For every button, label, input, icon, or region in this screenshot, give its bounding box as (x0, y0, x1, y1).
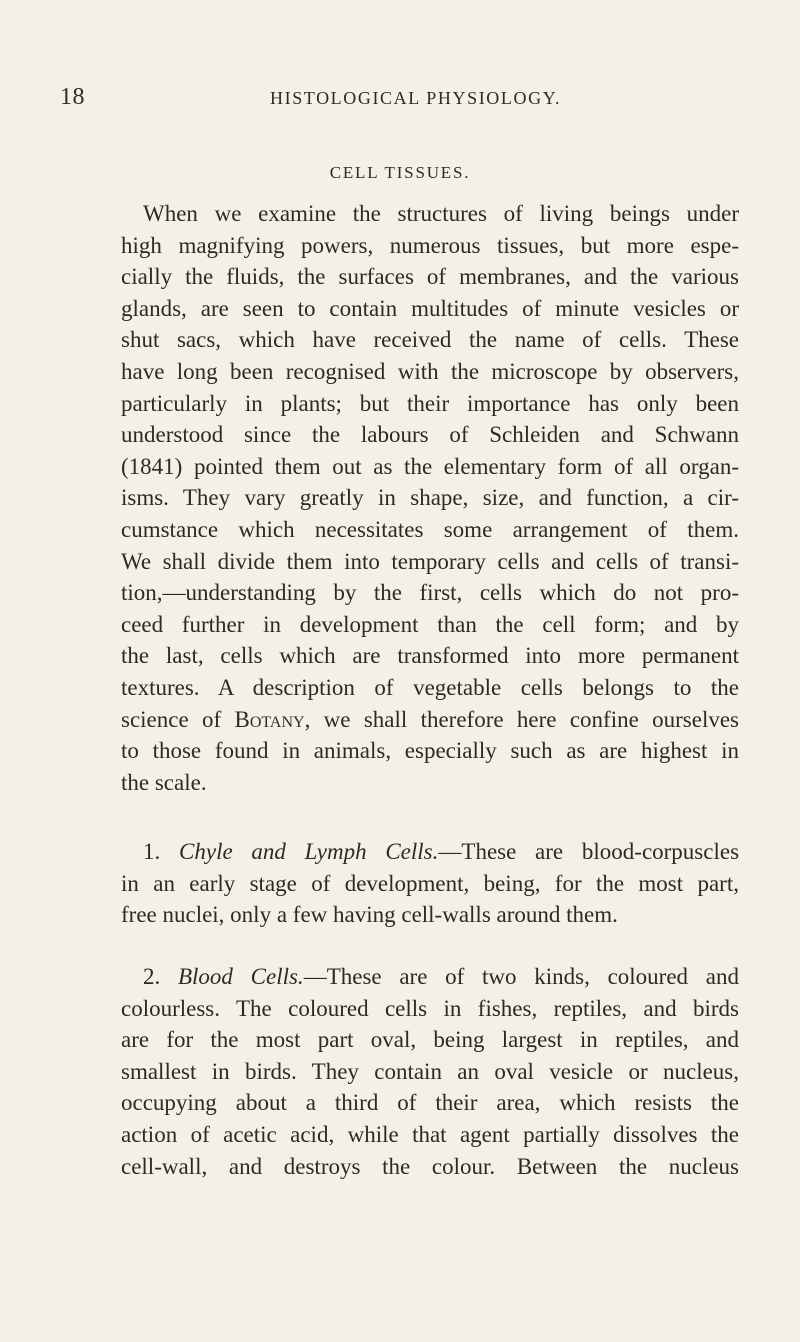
botany-smallcaps: Botany (234, 706, 305, 732)
paragraph-intro (121, 198, 739, 798)
text-segment: science of (121, 706, 235, 732)
text-line: smallest in birds. They contain an oval vesicle or nucleus, (121, 1058, 739, 1084)
text-segment: —These are blood-corpuscles (438, 839, 740, 864)
item-number: 2. (143, 964, 178, 989)
text-line: shut sacs, which have received the name of cells. These (121, 327, 739, 353)
text-line: We shall divide them into temporary cells and cells of transi- (121, 548, 739, 574)
text-line: particularly in plants; but their importance has only been (121, 390, 739, 416)
text-segment: , we shall therefore here confine ourselves (304, 706, 739, 732)
item-heading: Blood Cells. (177, 964, 304, 989)
text-line: action of acetic acid, while that agent partially dissolves the (121, 1121, 739, 1147)
text-line: (1841) pointed them out as the elementary form of all organ- (121, 453, 739, 479)
text-line: in an early stage of development, being, for the most part, (121, 870, 739, 896)
text-line: the scale. (121, 769, 207, 795)
text-line: have long been recognised with the microscope by observers, (121, 358, 739, 384)
text-line: isms. They vary greatly in shape, size, and function, a cir- (121, 485, 739, 511)
paragraph-blood-cells (121, 961, 739, 1182)
text-line: tion,—understanding by the first, cells which do not pro- (121, 580, 739, 606)
text-line: understood since the labours of Schleiden and Schwann (121, 422, 739, 448)
section-title: CELL TISSUES. (329, 163, 471, 182)
item-heading: Chyle and Lymph Cells. (179, 839, 439, 864)
text-line: occupying about a third of their area, which resists the (121, 1090, 739, 1116)
text-line: ceed further in development than the cell form; and by (121, 611, 739, 637)
text-line: the last, cells which are transformed into more permanent (121, 643, 739, 669)
text-line (121, 836, 739, 868)
text-line: high magnifying powers, numerous tissues, but more espe- (121, 232, 739, 258)
item-number: 1. (143, 839, 180, 864)
text-line: textures. A description of vegetable cells belongs to the (121, 674, 739, 700)
text-segment: —These are of two kinds, coloured and (303, 964, 739, 989)
text-line: colourless. The coloured cells in fishes, reptiles, and birds (121, 995, 739, 1021)
text-line: cell-wall, and destroys the colour. Between the nucleus (121, 1153, 739, 1179)
text-line (121, 704, 739, 736)
text-line: to those found in animals, especially such as are highest in (121, 738, 739, 764)
text-line: cially the fluids, the surfaces of membranes, and the various (121, 264, 739, 290)
text-line: are for the most part oval, being largest in reptiles, and (121, 1027, 739, 1053)
paragraph-chyle-lymph (121, 836, 739, 931)
text-line: free nuclei, only a few having cell-walls around them. (121, 902, 618, 928)
page-number: 18 (60, 84, 85, 110)
text-line: glands, are seen to contain multitudes of minute vesicles or (121, 295, 739, 321)
running-title: HISTOLOGICAL PHYSIOLOGY. (270, 88, 562, 108)
text-line: When we examine the structures of living beings under (143, 201, 739, 226)
text-line: cumstance which necessitates some arrangement of them. (121, 516, 739, 542)
running-head (60, 84, 740, 114)
text-line (121, 961, 739, 993)
